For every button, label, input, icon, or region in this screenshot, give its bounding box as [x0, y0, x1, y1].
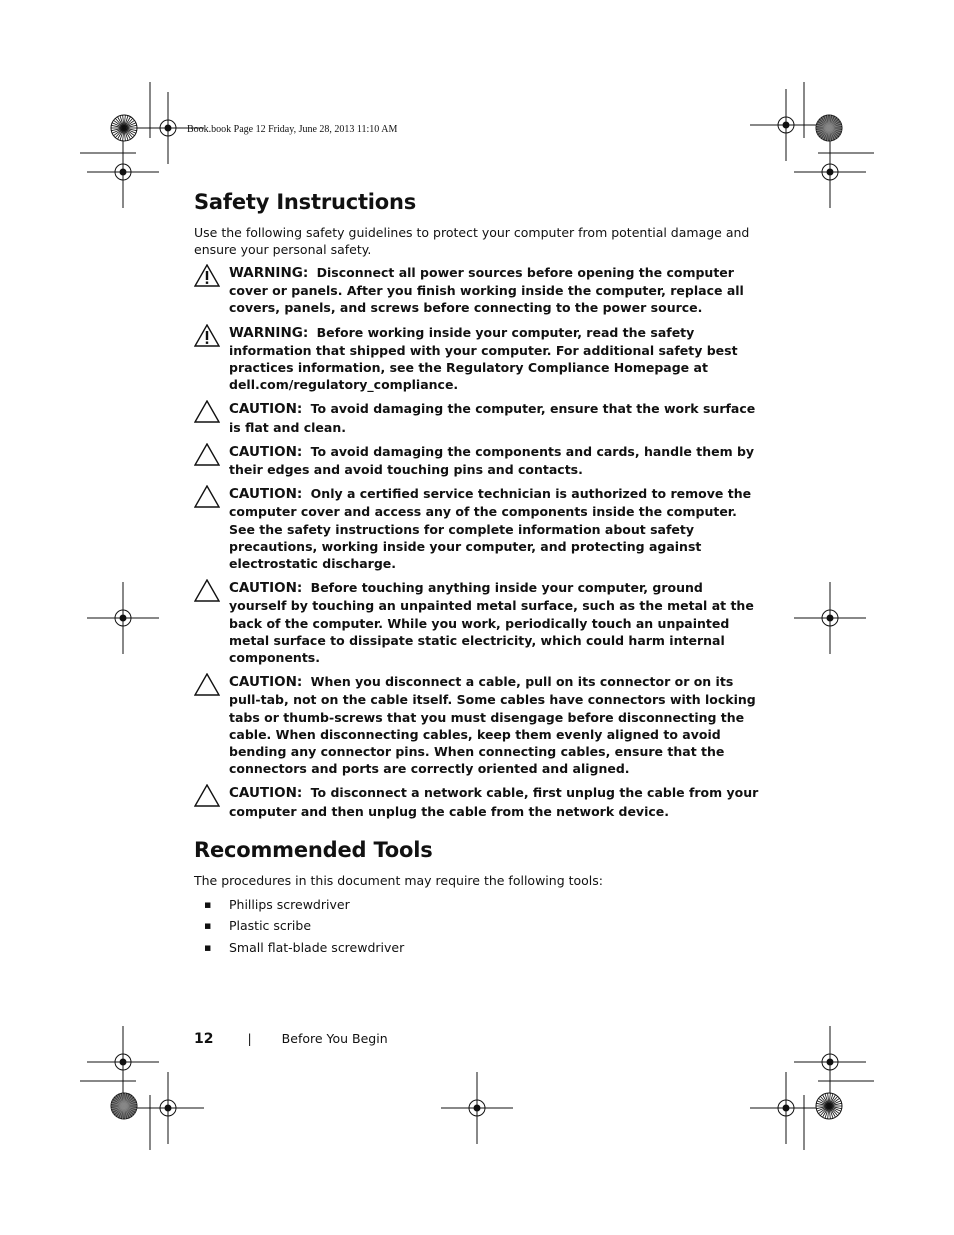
bullet-icon: ▪ [204, 897, 212, 911]
page-number: 12 [194, 1031, 214, 1047]
caution-icon [194, 400, 220, 423]
notice-text: Before touching anything inside your computer, ground yourself by touching an unpainted metal surface, such as the metal at the back of the computer. While you work, periodically touch an unpainted metal surface to dissipate static electricity, which could harm internal components. [229, 580, 754, 666]
crosshair-mark [87, 136, 159, 208]
caution-icon [194, 485, 220, 508]
footer-section-title: Before You Begin [281, 1031, 388, 1046]
page-footer [194, 1031, 388, 1047]
caution-icon [194, 673, 220, 696]
tools-list [194, 894, 760, 959]
notice-keyword: CAUTION: [229, 401, 303, 418]
notice-keyword: CAUTION: [229, 486, 303, 503]
crosshair-mark [794, 582, 866, 654]
bullet-icon: ▪ [204, 919, 212, 933]
notice-text: To disconnect a network cable, first unplug the cable from your computer and then unplug the cable from the network device. [229, 785, 759, 819]
notice-caution [194, 400, 760, 435]
notice-keyword: WARNING: [229, 265, 309, 281]
safety-instructions-heading: Safety Instructions [194, 190, 417, 214]
warning-icon [194, 264, 220, 287]
caution-icon [194, 443, 220, 466]
notice-text: Only a certified service technician is authorized to remove the computer cover and access any of the components inside the computer. See the safety instructions for complete information about safety precautions, working inside your computer, and protecting against electrostatic discharge. [229, 486, 752, 572]
safety-intro: Use the following safety guidelines to protect your computer from potential damage and ensure your personal safety. [194, 225, 750, 257]
tool-item-label: Small flat-blade screwdriver [229, 939, 405, 955]
sunburst-mark [111, 115, 137, 141]
notice-keyword: WARNING: [229, 324, 309, 341]
tool-item-label: Phillips screwdriver [229, 896, 350, 912]
tool-item [194, 894, 760, 916]
crosshair-mark [794, 1026, 866, 1098]
crosshair-mark [87, 1026, 159, 1098]
bullet-icon: ▪ [204, 940, 212, 954]
tool-item [194, 937, 760, 959]
notice-caution [194, 784, 760, 819]
crosshair-mark [87, 582, 159, 654]
notice-keyword: CAUTION: [229, 674, 303, 691]
notice-list [194, 264, 760, 820]
notice-text: Disconnect all power sources before opening the computer cover or panels. After you finish working inside the computer, replace all covers, panels, and screws before connecting to the power source. [229, 265, 744, 316]
sunburst-mark [816, 1093, 842, 1119]
notice-text: When you disconnect a cable, pull on its connector or on its pull-tab, not on the cable itself. Some cables have connectors with locking tabs or thumb-screws that you must disengage before disconnecting the cable. When disconnecting cables, keep them evenly aligned to avoid bending any connector pins. When connecting cables, ensure that the connectors and ports are correctly oriented and aligned. [229, 674, 756, 777]
crosshair-mark [441, 1072, 513, 1144]
notice-text: To avoid damaging the computer, ensure that the work surface is flat and clean. [229, 401, 756, 435]
notice-warning [194, 264, 760, 317]
warning-icon [194, 324, 220, 347]
notice-caution [194, 443, 760, 478]
tools-intro: The procedures in this document may require the following tools: [194, 872, 603, 888]
notice-keyword: CAUTION: [229, 785, 303, 802]
crosshair-mark [750, 89, 822, 161]
crosshair-mark [750, 1072, 822, 1144]
tool-item [194, 915, 760, 937]
notice-warning [194, 324, 760, 394]
notice-caution [194, 579, 760, 666]
notice-keyword: CAUTION: [229, 580, 303, 597]
notice-keyword: CAUTION: [229, 443, 303, 460]
notice-caution [194, 673, 760, 777]
page-content [194, 190, 760, 958]
recommended-tools-heading: Recommended Tools [194, 837, 433, 862]
notice-text: Before working inside your computer, read the safety information that shipped with your computer. For additional safety best practices information, see the Regulatory Compliance Homepage at dell.com/regulatory_compliance. [229, 324, 738, 393]
footer-separator: | [247, 1031, 252, 1046]
caution-icon [194, 784, 220, 807]
crosshair-mark [132, 1072, 204, 1144]
crosshair-mark [794, 136, 866, 208]
notice-caution [194, 485, 760, 572]
notice-text: To avoid damaging the components and cards, handle them by their edges and avoid touching pins and contacts. [229, 443, 755, 478]
tool-item-label: Plastic scribe [229, 918, 312, 934]
sunburst-mark [111, 1093, 137, 1119]
print-header: Book.book Page 12 Friday, June 28, 2013 11:10 AM [187, 124, 398, 135]
caution-icon [194, 579, 220, 602]
sunburst-mark [816, 115, 842, 141]
